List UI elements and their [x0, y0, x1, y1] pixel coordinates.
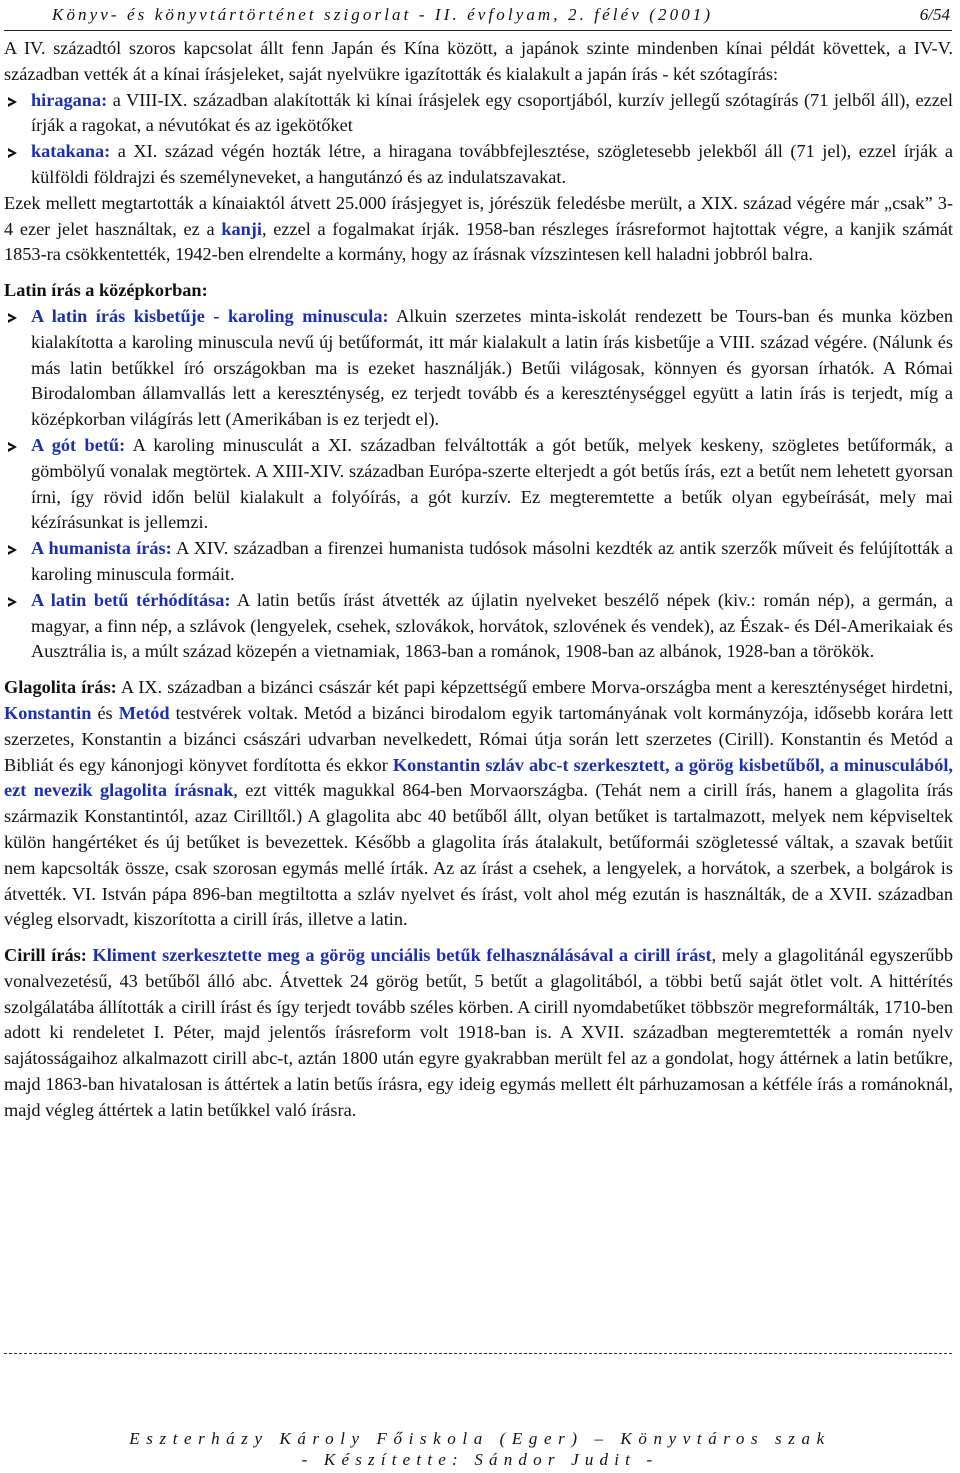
list-item-katakana: katakana: a XI. század végén hozták létre, a hiragana továbbfejlesztése, szögletesebb jelekből áll (71 jel), ezzel írják a külföldi földrajzi és személyneveket, a hangutánzó és az indulatszavakat. [4, 139, 953, 191]
hiragana-label: hiragana: [31, 89, 108, 110]
got-label: A gót betű: [31, 434, 126, 455]
page-number: 6/54 [919, 5, 950, 24]
kanji-paragraph: Ezek mellett megtartották a kínaiaktól átvett 25.000 írásjegyet is, jórészük feledésbe merült, a XIX. század végére már „csak” 3-4 ezer jelet használtak, ez a kanji, ezzel a fogalmakat írják. 1958-ban részleges írásreformot hajtottak végre, a kanjik számát 1853-ra csökkentették, 1942-ben elrendelte a kormány, hogy az írásnak vízszintesen kell haladni jobbról balra. [4, 192, 953, 265]
metod-name: Metód [118, 702, 170, 723]
glagolita-paragraph: Glagolita írás: A IX. században a bizánci császár két papi képzettségű embere Morva-országba ment a kereszténységet hirdetni, Konstantin és Metód testvérek voltak. Metód a bizánci birodalom egyik tartományának volt kormányzója, idősebb korára lett szerzetes, Konstantin a bizánci császári udvarban nevelkedett, Római útja során lett szerzetes (Cirill). Konstantin és Metód a Bibliát és egy kánonjogi könyvet fordította és ekkor Konstantin szláv abc-t szerkesztett, a görög kisbetűből, a minusculából, ezt nevezik glagolita írásnak, ezt vitték magukkal 864-ben Morvaországba. (Tehát nem a cirill írás, hanem a glagolita írás származik Konstantintól, azaz Cirilltől.) A glagolita abc 40 betűből állt, olyan betűket is tartalmazott, melyek nem képviseltek külön hangértéket és új betűket is bevezettek. Később a glagolita írás átalakult, betűformái szögletessé váltak, a szavak betűit nem kapcsolták össze, csak szorosan egymás mellé írták. Az az írást a csehek, a lengyelek, a horvátok, a szerbek, a bolgárok is átvették. VI. István pápa 896-ban megtiltotta a szláv nyelvet és írást, volt ahol még ezután is használták, de a XVII. században végleg elsorvadt, kiszorította a cirill írás, illetve a latin. [4, 677, 954, 930]
list-item-terhoditas: A latin betű térhódítása: A latin betűs írást átvették az újlatin nyelveket beszélő népek (kiv.: román nép), a germán, a magyar, a finn nép, a szlávok (lengyelek, csehek, szlovákok, horvátok, szlovének és vendek), az Észak- és Dél-Amerikaiak és Ausztrália is, a múlt század közepén a vietnamiak, 1863-ban a románok, 1908-ban az albánok, 1928-ban a törökök. [4, 588, 953, 665]
cirill-highlight: Kliment szerkesztette meg a görög unciális betűk felhasználásával a cirill írást [92, 945, 712, 966]
glagolita-label: Glagolita írás: [4, 677, 117, 698]
humanista-label: A humanista írás: [31, 538, 172, 559]
latin-heading: Latin írás a középkorban: [4, 280, 208, 301]
konstantin-name: Konstantin [4, 702, 92, 723]
dashed-divider [4, 1353, 952, 1354]
list-item-humanista: A humanista írás: A XIV. században a firenzei humanista tudósok másolni kezdték az antik szerzők műveit és felújították a karoling minuscula formáit. [4, 536, 953, 588]
list-item-got: A gót betű: A karoling minusculát a XI. században felváltották a gót betűk, melyek keskeny, szögletes betűformák, a gömbölyű vonalak megtörtek. A XIII-XIV. században Európa-szerte elterjedt a gót betűs írás, ezt a betűt nem lehetett gyorsan írni, így rövid időn belül kialakult a folyóírás, a gót kurzív. Ez megteremtette a betűk olyan egybeírását, mely mai kézírásunkat is jellemzi. [4, 433, 953, 536]
cirill-label: Cirill írás: [4, 945, 87, 966]
header-title: Könyv- és könyvtártörténet szigorlat - II. évfolyam, 2. félév (2001) [52, 5, 714, 24]
footer-author: - Készítette: Sándor Judit - [301, 1450, 659, 1469]
glagolita-highlight: Konstantin szláv abc-t szerkesztett, a görög kisbetűből, a minusculából, ezt nevezik glagolita írásnak [4, 754, 953, 801]
japan-intro-paragraph: A IV. századtól szoros kapcsolat állt fenn Japán és Kína között, a japánok szinte mindenben kínai példát követtek, a IV-V. században vették át a kínai írásjeleket, saját nyelvükre igazították és kialakult a japán írás - két szótagírás: [4, 38, 953, 84]
list-item-hiragana: hiragana: a VIII-IX. században alakították ki kínai írásjelek egy csoportjából, kurzív jellegű szótagírás (71 jelből áll), ezzel írják a ragokat, a névutókat és az igekötőket [4, 88, 953, 140]
document-body [4, 36, 953, 1124]
page-header [4, 0, 952, 31]
kanji-term: kanji [221, 218, 262, 239]
list-item-karoling: A latin írás kisbetűje - karoling minuscula: Alkuin szerzetes minta-iskolát rendezett be Tours-ban és munka közben kialakította a karoling minuscula nevű új betűformát, itt már kialakult a latin írás kisbetűje a VIII. század végére. (Nálunk és más latin betűkkel író országokban ma is ezeket használják.) Betűi világosak, könnyen és gyorsan írhatók. A Római Birodalomban államvallás lett a kereszténység, ez terjedt tovább és a kereszténységgel együtt a latin írás is terjedt, míg a középkorban világírás lett (Amerikában is ez terjedt el). [4, 304, 953, 433]
terhoditas-label: A latin betű térhódítása: [31, 589, 231, 610]
katakana-label: katakana: [31, 141, 111, 162]
karoling-label: A latin írás kisbetűje - karoling minuscula: [31, 305, 389, 326]
cirill-paragraph: Cirill írás: Kliment szerkesztette meg a görög unciális betűk felhasználásával a cirill írást, mely a glagolitánál egyszerűbb vonalvezetésű, 43 betűből álló abc. Átvettek 24 görög betűt, 5 betűt a glagolitából, a többi betű saját ötlet volt. A hittérítés szolgálatába állították a cirill írást és így terjedt tovább széles körben. A cirill nyomdabetűket többször megreformálták, 1710-ben adott ki rendeletet I. Péter, majd jelentős írásreform volt 1918-ban is. A XVII. században megteremtették a román nyelv sajátosságaihoz alkalmazott cirill abc-t, aztán 1800 után egyre gyakrabban merült fel az a gondolat, hogy áttérnek a latin betűkre, majd 1863-ban hivatalosan is áttértek a latin betűs írásra, egy ideig egymás mellett élt párhuzamosan a kétféle írás a románoknál, majd végleg áttértek a latin betűkkel való írásra. [4, 945, 953, 1120]
footer-institution: Eszterházy Károly Főiskola (Eger) – Könyvtáros szak [129, 1429, 831, 1448]
